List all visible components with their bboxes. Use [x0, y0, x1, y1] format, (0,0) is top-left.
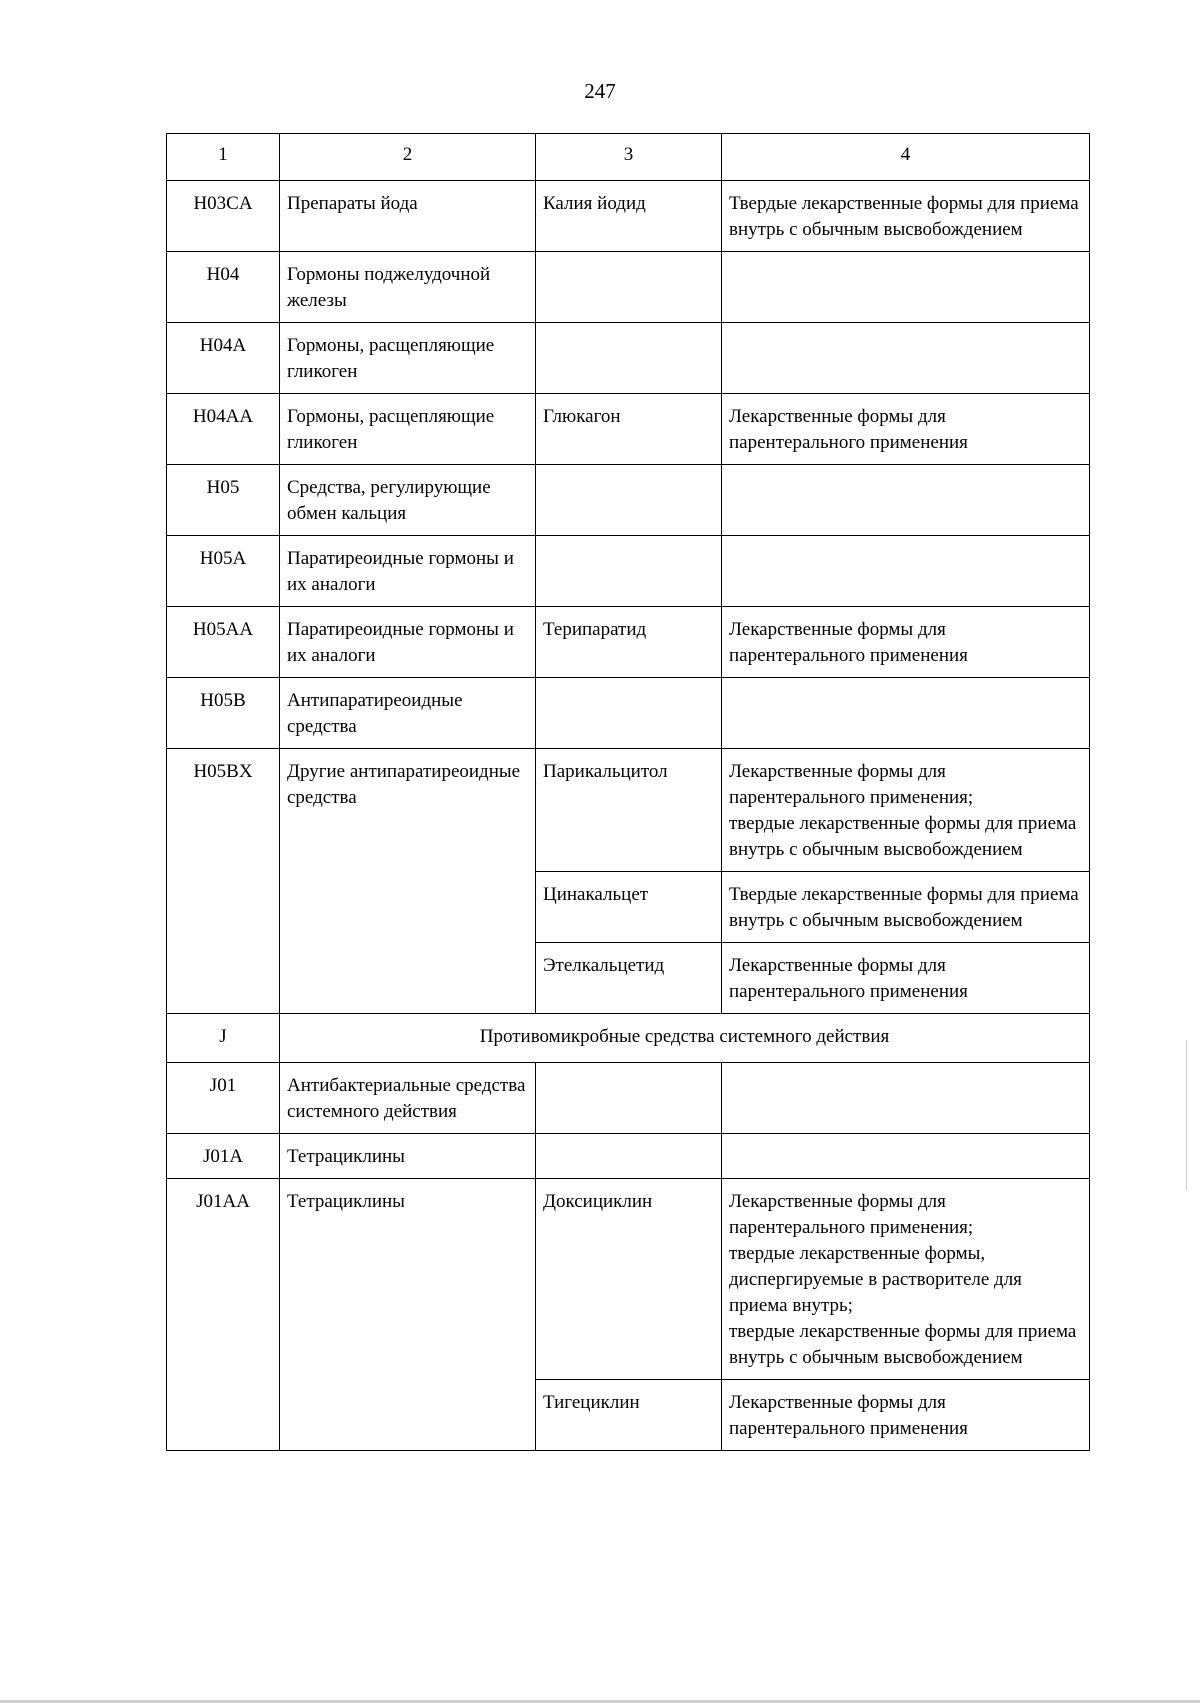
scan-artifact	[1186, 1040, 1187, 1190]
drug-name-cell	[536, 252, 722, 323]
atc-code-cell: H05A	[167, 536, 280, 607]
atc-code-cell: H05B	[167, 678, 280, 749]
drug-name-cell	[536, 323, 722, 394]
dosage-forms-cell	[722, 749, 1090, 872]
table-row	[167, 536, 1090, 607]
table-row	[167, 1063, 1090, 1134]
group-name-cell: Препараты йода	[280, 181, 536, 252]
header-row	[167, 134, 1090, 181]
table-row	[167, 181, 1090, 252]
page-number: 247	[584, 79, 616, 103]
drug-name-cell: Глюкагон	[536, 394, 722, 465]
group-name-cell: Паратиреоидные гормоны и их аналоги	[280, 536, 536, 607]
atc-code-cell: H04AA	[167, 394, 280, 465]
dosage-forms-cell	[722, 252, 1090, 323]
atc-code-cell: J01A	[167, 1134, 280, 1179]
atc-code-cell: H05AA	[167, 607, 280, 678]
drug-name-cell	[536, 1063, 722, 1134]
table-body	[167, 134, 1090, 1451]
atc-code-cell: J01AA	[167, 1179, 280, 1451]
header-cell: 2	[280, 134, 536, 181]
drug-name-cell	[536, 1134, 722, 1179]
group-name-cell: Гормоны, расщепляющие гликоген	[280, 323, 536, 394]
dosage-forms-cell	[722, 1179, 1090, 1380]
header-cell: 3	[536, 134, 722, 181]
dosage-forms-cell	[722, 536, 1090, 607]
dosage-form-text: Лекарственные формы для парентерального применения;	[729, 761, 974, 808]
dosage-form-text: Лекарственные формы для парентерального применения	[729, 1392, 968, 1439]
dosage-form-text: Лекарственные формы для парентерального применения	[729, 955, 968, 1002]
drug-name-cell	[536, 678, 722, 749]
dosage-form-text: Твердые лекарственные формы для приема внутрь с обычным высвобождением	[729, 193, 1079, 240]
dosage-forms-cell	[722, 181, 1090, 252]
drug-name-cell: Доксициклин	[536, 1179, 722, 1380]
group-name-cell: Антибактериальные средства системного действия	[280, 1063, 536, 1134]
dosage-forms-cell	[722, 465, 1090, 536]
table-row	[167, 394, 1090, 465]
section-title-cell: Противомикробные средства системного действия	[280, 1014, 1090, 1063]
drug-name-cell: Парикальцитол	[536, 749, 722, 872]
drug-name-cell	[536, 536, 722, 607]
atc-code-cell: H05	[167, 465, 280, 536]
atc-code-cell: H03CA	[167, 181, 280, 252]
drug-table	[166, 133, 1090, 1451]
drug-name-cell: Калия йодид	[536, 181, 722, 252]
dosage-forms-cell	[722, 678, 1090, 749]
dosage-forms-cell	[722, 607, 1090, 678]
atc-code-cell: J	[167, 1014, 280, 1063]
group-name-cell: Гормоны, расщепляющие гликоген	[280, 394, 536, 465]
dosage-forms-cell	[722, 1134, 1090, 1179]
dosage-form-text: твердые лекарственные формы для приема внутрь с обычным высвобождением	[729, 1321, 1077, 1368]
atc-code-cell: J01	[167, 1063, 280, 1134]
atc-code-cell: H04A	[167, 323, 280, 394]
dosage-forms-cell	[722, 1063, 1090, 1134]
table-row	[167, 1179, 1090, 1380]
atc-code-cell: H05BX	[167, 749, 280, 1014]
dosage-forms-cell	[722, 943, 1090, 1014]
section-row	[167, 1014, 1090, 1063]
group-name-cell: Паратиреоидные гормоны и их аналоги	[280, 607, 536, 678]
group-name-cell: Антипаратиреоидные средства	[280, 678, 536, 749]
dosage-form-text: Лекарственные формы для парентерального применения	[729, 406, 968, 453]
drug-name-cell: Терипаратид	[536, 607, 722, 678]
dosage-form-text: Твердые лекарственные формы для приема внутрь с обычным высвобождением	[729, 884, 1079, 931]
drug-name-cell: Тигециклин	[536, 1380, 722, 1451]
dosage-forms-cell	[722, 394, 1090, 465]
atc-code-cell: H04	[167, 252, 280, 323]
drug-name-cell: Цинакальцет	[536, 872, 722, 943]
dosage-form-text: Лекарственные формы для парентерального применения	[729, 619, 968, 666]
table-row	[167, 607, 1090, 678]
group-name-cell: Тетрациклины	[280, 1134, 536, 1179]
drug-name-cell: Этелкальцетид	[536, 943, 722, 1014]
dosage-form-text: Лекарственные формы для парентерального применения;	[729, 1191, 974, 1238]
table-row	[167, 465, 1090, 536]
dosage-form-text: твердые лекарственные формы, диспергируемые в растворителе для приема внутрь;	[729, 1243, 1022, 1316]
group-name-cell: Другие антипаратиреоидные средства	[280, 749, 536, 1014]
group-name-cell: Гормоны поджелудочной железы	[280, 252, 536, 323]
table-row	[167, 323, 1090, 394]
header-cell: 4	[722, 134, 1090, 181]
table-row	[167, 749, 1090, 872]
table-row	[167, 252, 1090, 323]
drug-name-cell	[536, 465, 722, 536]
header-cell: 1	[167, 134, 280, 181]
dosage-forms-cell	[722, 323, 1090, 394]
dosage-forms-cell	[722, 872, 1090, 943]
group-name-cell: Средства, регулирующие обмен кальция	[280, 465, 536, 536]
dosage-form-text: твердые лекарственные формы для приема внутрь с обычным высвобождением	[729, 813, 1077, 860]
table-row	[167, 1134, 1090, 1179]
dosage-forms-cell	[722, 1380, 1090, 1451]
group-name-cell: Тетрациклины	[280, 1179, 536, 1451]
table-row	[167, 678, 1090, 749]
